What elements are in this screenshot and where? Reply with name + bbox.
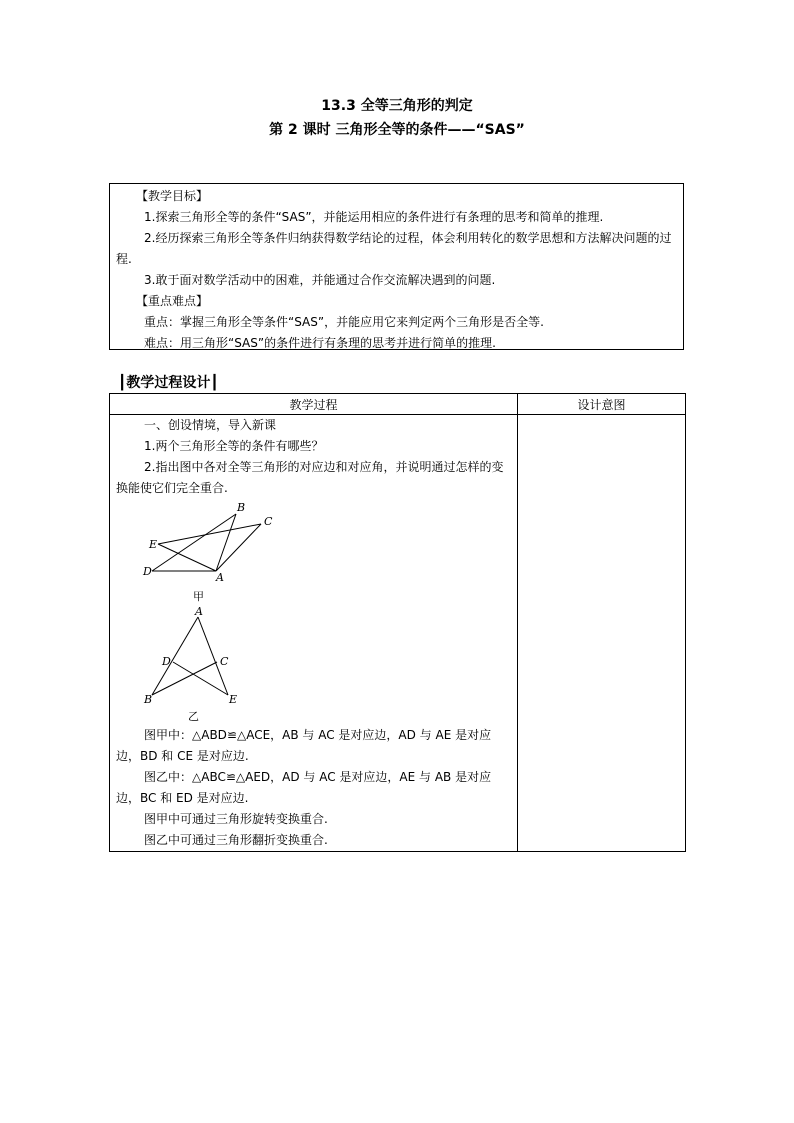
figure-a-diagram xyxy=(116,499,316,607)
point-label: C xyxy=(220,655,229,668)
objective-item: 1.探索三角形全等的条件“SAS”，并能运用相应的条件进行有条理的思考和简单的推理. xyxy=(144,210,604,224)
figure-caption: 乙 xyxy=(188,710,199,723)
key-point: 重点：掌握三角形全等条件“SAS”，并能应用它来判定两个三角形是否全等. xyxy=(144,315,544,329)
process-table xyxy=(109,393,686,852)
point-label: B xyxy=(144,693,153,706)
point-label: D xyxy=(162,655,171,668)
section-title: ┃教学过程设计┃ xyxy=(118,375,219,391)
objectives-box xyxy=(109,183,684,350)
objectives-heading: 【教学目标】 xyxy=(136,189,209,203)
point-label: B xyxy=(237,501,246,514)
point-label: D xyxy=(143,565,152,578)
figure-b xyxy=(116,607,511,725)
answer-line: 图甲中可通过三角形旋转变换重合. xyxy=(144,812,328,826)
figure-a xyxy=(116,499,511,607)
answer-line: 图甲中：△ABD≌△ACE，AB 与 AC 是对应边，AD 与 AE 是对应边，BD 和 CE 是对应边. xyxy=(116,728,492,763)
point-label: A xyxy=(216,571,224,584)
process-line: 1.两个三角形全等的条件有哪些？ xyxy=(144,439,324,453)
point-label: E xyxy=(149,538,158,551)
difficulty-point: 难点：用三角形“SAS”的条件进行有条理的思考并进行简单的推理. xyxy=(144,336,496,350)
process-cell xyxy=(110,415,518,852)
answer-line: 图乙中可通过三角形翻折变换重合. xyxy=(144,833,328,847)
intent-column-header: 设计意图 xyxy=(518,394,686,415)
objective-item: 2.经历探索三角形全等条件归纳获得数学结论的过程，体会利用转化的数学思想和方法解决问题的过程. xyxy=(116,231,672,266)
point-label: A xyxy=(195,607,203,618)
page-subtitle: 第 2 课时 三角形全等的条件——“SAS” xyxy=(269,122,525,138)
point-label: E xyxy=(229,693,238,706)
process-line: 一、创设情境，导入新课 xyxy=(144,418,277,432)
intent-cell xyxy=(518,415,686,852)
process-line: 2.指出图中各对全等三角形的对应边和对应角，并说明通过怎样的变换能使它们完全重合. xyxy=(116,460,504,495)
figure-b-diagram xyxy=(116,607,316,725)
figure-caption: 甲 xyxy=(193,590,204,603)
point-label: C xyxy=(264,515,273,528)
process-column-header: 教学过程 xyxy=(110,394,518,415)
objective-item: 3.敢于面对数学活动中的困难，并能通过合作交流解决遇到的问题. xyxy=(144,273,496,287)
answer-line: 图乙中：△ABC≌△AED，AD 与 AC 是对应边，AE 与 AB 是对应边，BC 和 ED 是对应边. xyxy=(116,770,492,805)
page-title: 13.3 全等三角形的判定 xyxy=(321,98,473,114)
key-points-heading: 【重点难点】 xyxy=(136,294,209,308)
